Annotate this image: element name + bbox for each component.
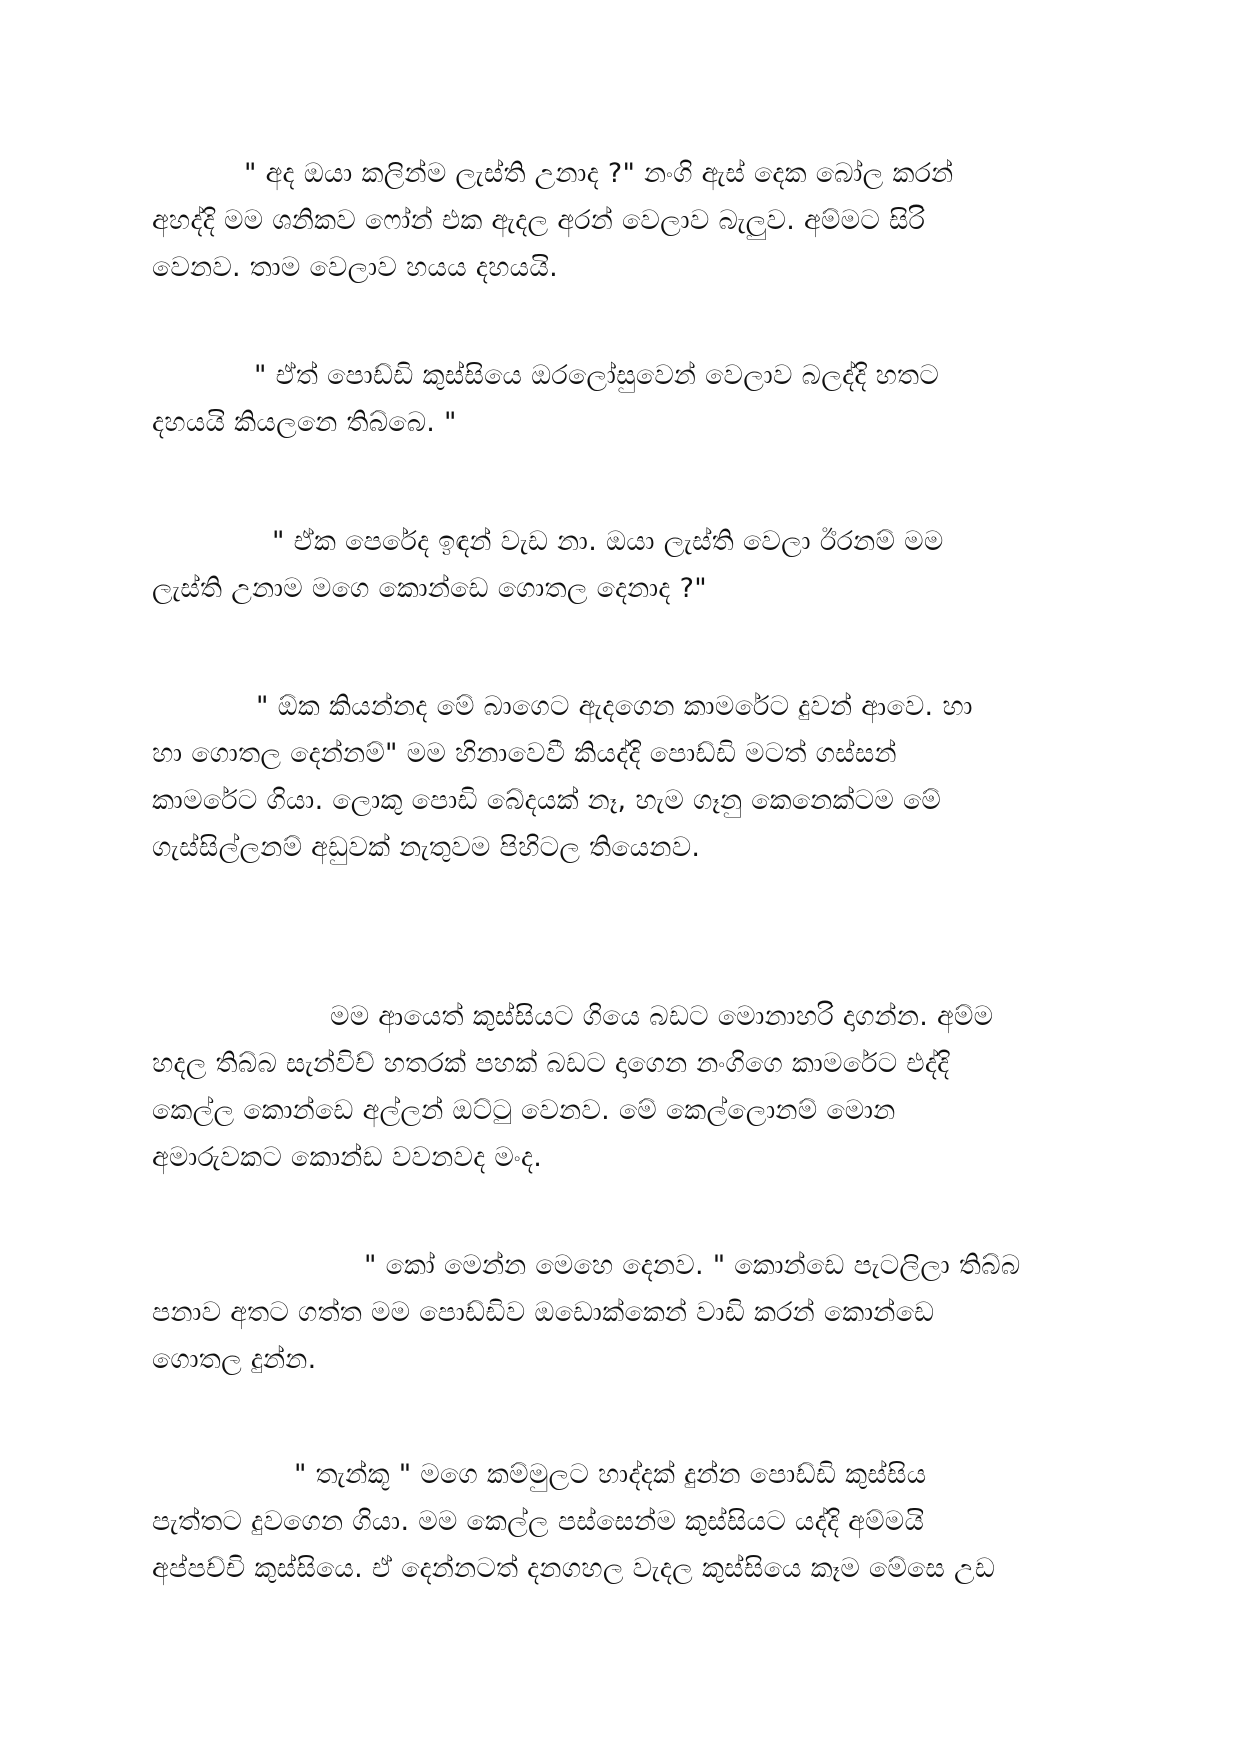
paragraph-3 <box>152 518 1092 612</box>
text-line: අහද්දි මම ශනිකව ෆෝන් එක ඇදල අරන් වෙලාව බැලුව. අම්මට සිරි <box>152 205 926 236</box>
paragraph-6 <box>152 1242 1092 1383</box>
text-line: මම ආයෙත් කුස්සියට ගියෙ බඩට මොනාහරි දාගන්න. අම්ම <box>330 1001 994 1032</box>
text-line: " ඒක පෙරේද ඉඳන් වැඩ නා. ඔයා ලැස්ති වෙලා ඊරනම් මම <box>272 526 944 557</box>
text-line: හා ගොතල දෙන්නම්" මම හිනාවෙවී කියද්දි පොඩ්ඩි මටත් ගස්සන් <box>152 738 897 769</box>
text-line: " කෝ මෙන්න මෙහෙ දෙනව. " කොන්ඩෙ පැටලිලා තිබ්බ <box>364 1250 1021 1281</box>
text-line: පනාව අතට ගත්ත මම පොඩ්ඩිව ඔඩොක්කෙන් වාඩි කරන් කොන්ඩෙ <box>152 1297 935 1328</box>
text-line: කෙල්ල කොන්ඩෙ අල්ලන් ඔට්ටු වෙනව. මේ කෙල්ලොනම් මොන <box>152 1095 896 1126</box>
text-line: කාමරේට ගියා. ලොකු පොඩි බේදයක් නෑ, හැම ගෑනු කෙනෙක්ටම මේ <box>152 785 942 816</box>
text-line: " ඕක කියන්නද මේ බාගෙට ඇදගෙන කාමරේට දුවන් ආවෙ. හා <box>256 691 973 722</box>
text-line: " අද ඔයා කලින්ම ලැස්ති උනාද ?" නංගි ඇස් දෙක බෝල කරන් <box>244 158 954 189</box>
paragraph-2 <box>152 352 1092 446</box>
text-line: හදල තිබ්බ සැන්විච් හතරක් පහක් බඩට දාගෙන නංගිගෙ කාමරේට එද්දි <box>152 1048 950 1079</box>
text-line: වෙනව. තාම වෙලාව හයය දහයයි. <box>152 252 558 283</box>
paragraph-1 <box>152 150 1092 291</box>
text-line: අප්පච්චි කුස්සියෙ. ඒ දෙන්නටත් දනගහල වැදල කුස්සියෙ කෑම මේසෙ උඩ <box>152 1553 996 1584</box>
paragraph-5 <box>152 993 1092 1181</box>
paragraph-4 <box>152 683 1092 871</box>
text-line: ලැස්ති උනාම මගෙ කොන්ඩෙ ගොතල දෙනාද ?" <box>152 573 707 604</box>
paragraph-7 <box>152 1451 1092 1592</box>
text-line: ගොතල දුන්න. <box>152 1344 317 1375</box>
text-line: දහයයි කියලනෙ තිබ්බෙ. " <box>152 407 457 438</box>
text-line: ගැස්සිල්ලනම් අඩුවක් නැතුවම පිහිටල තියෙනව. <box>152 832 701 863</box>
text-line: " ඒත් පොඩ්ඩි කුස්සියෙ ඔරලෝසුවෙන් වෙලාව බලද්දි හතට <box>254 360 940 391</box>
text-line: " තැන්කූ " මගෙ කම්මුලට හාද්දක් දුන්න පොඩ්ඩි කුස්සිය <box>294 1459 927 1490</box>
text-line: පැත්තට දුවගෙන ගියා. මම කෙල්ල පස්සෙන්ම කුස්සියට යද්දි අම්මයි <box>152 1506 925 1537</box>
text-line: අමාරුවකට කොන්ඩ වවනවද මංද. <box>152 1142 543 1173</box>
